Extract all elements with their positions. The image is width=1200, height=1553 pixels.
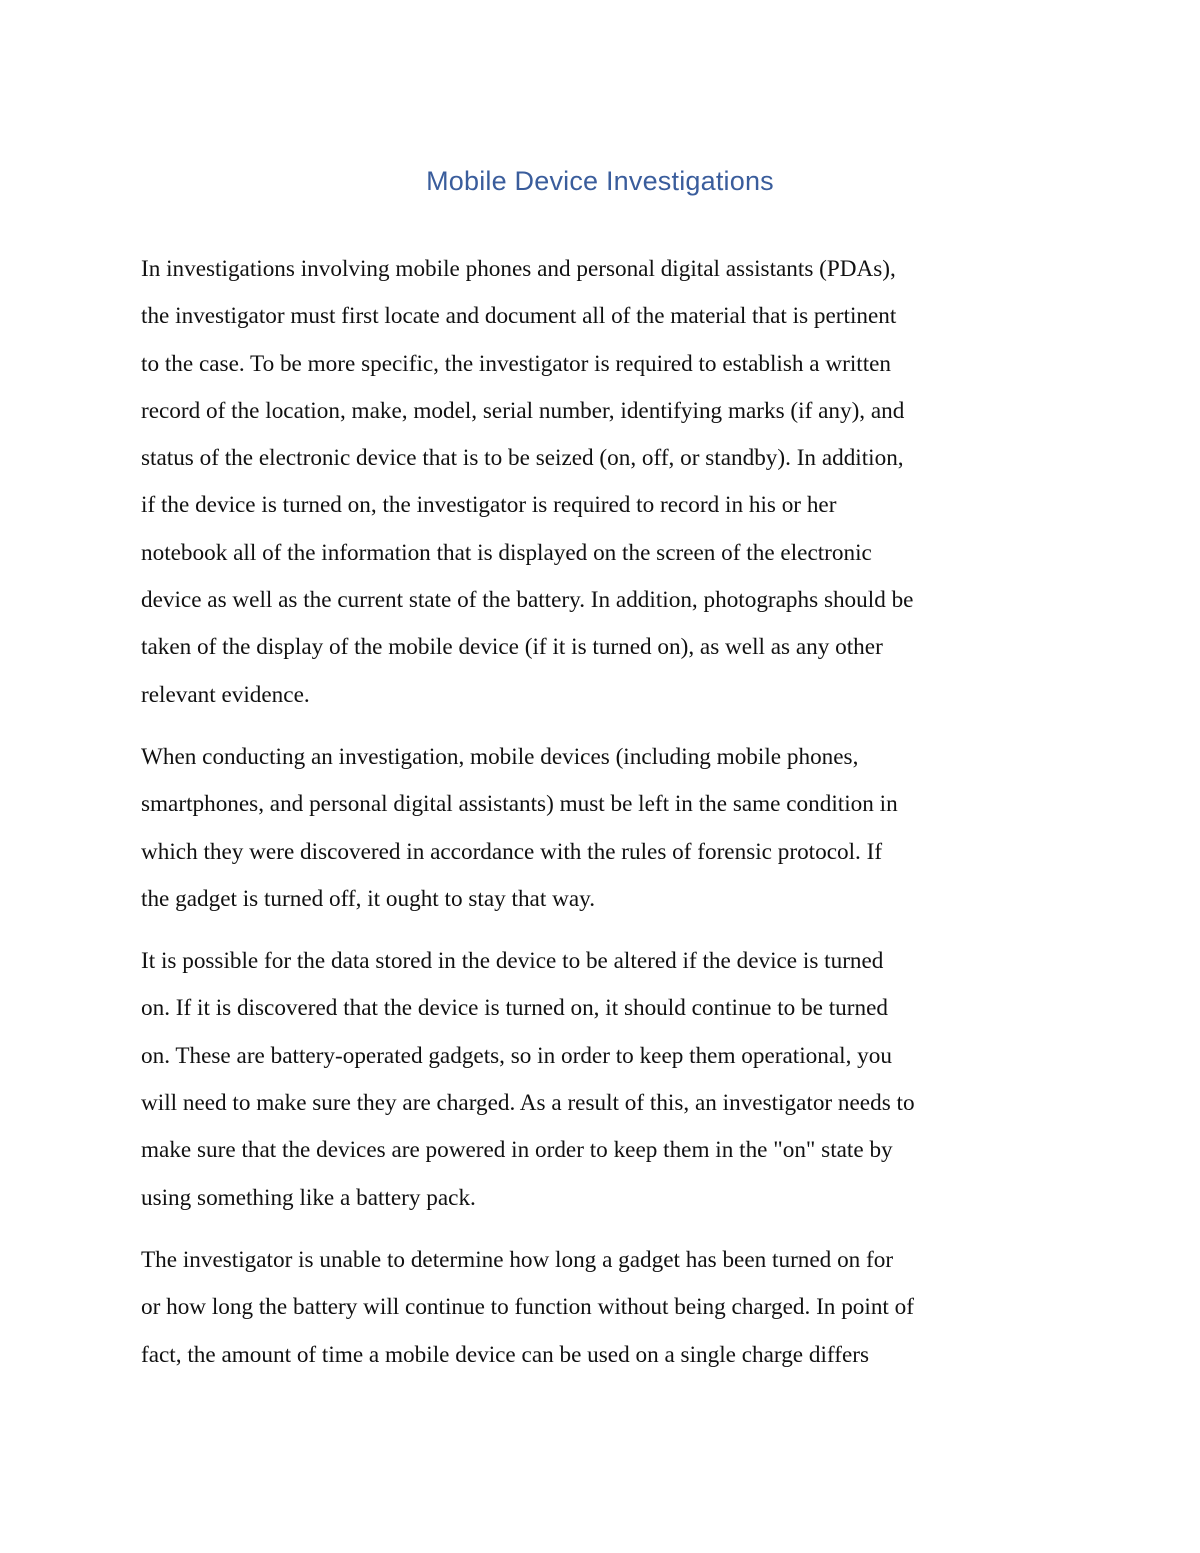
text-line: will need to make sure they are charged. As a result of this, an investigator needs to [141, 1090, 915, 1117]
text-line: status of the electronic device that is to be seized (on, off, or standby). In addition, [141, 445, 904, 472]
text-line: It is possible for the data stored in the device to be altered if the device is turned [141, 948, 884, 975]
text-line: which they were discovered in accordance with the rules of forensic protocol. If [141, 838, 883, 865]
text-line: notebook all of the information that is displayed on the screen of the electronic [141, 539, 872, 566]
text-line: the investigator must first locate and document all of the material that is pertinent [141, 303, 897, 330]
document-body [141, 246, 1071, 1394]
text-line: to the case. To be more specific, the investigator is required to establish a written [141, 350, 892, 377]
page-title: Mobile Device Investigations [426, 166, 774, 196]
text-line: fact, the amount of time a mobile device can be used on a single charge differs [141, 1341, 869, 1368]
paragraph-2 [141, 734, 1071, 923]
text-line: The investigator is unable to determine how long a gadget has been turned on for [141, 1246, 894, 1273]
text-line: When conducting an investigation, mobile devices (including mobile phones, [141, 743, 859, 770]
paragraph-4 [141, 1237, 1071, 1379]
text-line: using something like a battery pack. [141, 1184, 476, 1211]
paragraph-1 [141, 246, 1071, 719]
text-line: device as well as the current state of the battery. In addition, photographs should be [141, 587, 914, 614]
text-line: the gadget is turned off, it ought to stay that way. [141, 885, 596, 912]
text-line: if the device is turned on, the investigator is required to record in his or her [141, 492, 837, 519]
text-line: In investigations involving mobile phones and personal digital assistants (PDAs), [141, 256, 896, 282]
text-line: make sure that the devices are powered in order to keep them in the "on" state by [141, 1137, 893, 1164]
text-line: record of the location, make, model, serial number, identifying marks (if any), and [141, 397, 905, 424]
text-line: smartphones, and personal digital assistants) must be left in the same condition in [141, 791, 898, 818]
text-line: on. These are battery-operated gadgets, so in order to keep them operational, you [141, 1042, 892, 1069]
text-line: relevant evidence. [141, 681, 310, 708]
paragraph-3 [141, 938, 1071, 1222]
text-line: or how long the battery will continue to function without being charged. In point of [141, 1294, 914, 1321]
text-line: taken of the display of the mobile device (if it is turned on), as well as any other [141, 634, 883, 661]
text-line: on. If it is discovered that the device is turned on, it should continue to be turned [141, 995, 888, 1022]
